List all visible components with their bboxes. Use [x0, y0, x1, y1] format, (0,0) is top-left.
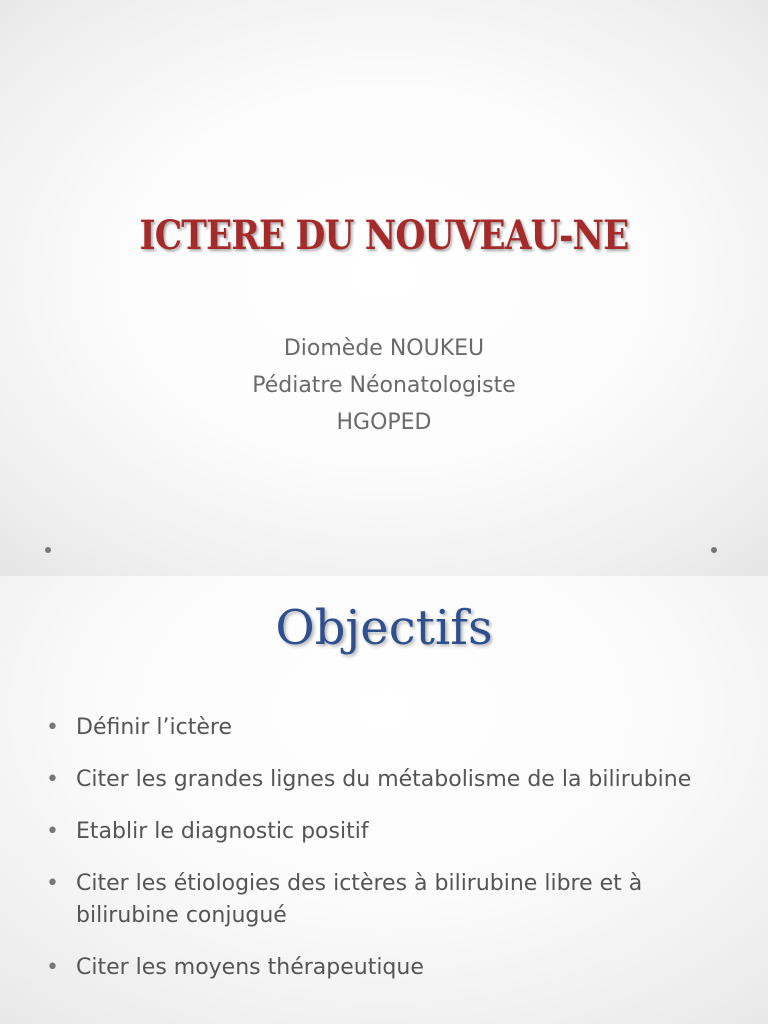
list-item [44, 764, 724, 796]
presenter-role: Pédiatre Néonatologiste [252, 373, 516, 398]
decorative-dot-right [711, 547, 717, 553]
objective-text: Citer les grandes lignes du métabolisme de la bilirubine [76, 767, 692, 792]
list-item [44, 868, 724, 932]
decorative-dot-left [45, 547, 51, 553]
objective-text: Etablir le diagnostic positif [76, 819, 369, 844]
presenter-info [0, 330, 768, 441]
presenter-institution: HGOPED [336, 410, 432, 435]
objective-text: Définir l’ictère [76, 715, 232, 740]
list-item [44, 712, 724, 744]
bullet-icon: • [46, 819, 59, 844]
bullet-icon: • [46, 871, 59, 896]
objective-text: Citer les moyens thérapeutique [76, 955, 424, 980]
bullet-icon: • [46, 955, 59, 980]
presenter-name: Diomède NOUKEU [283, 336, 485, 361]
bullet-icon: • [46, 767, 59, 792]
list-item [44, 816, 724, 848]
objectives-title: Objectifs [275, 600, 493, 656]
presentation-title: ICTERE DU NOUVEAU-NE [139, 212, 629, 259]
objective-text: Citer les étiologies des ictères à bilirubine libre et à bilirubine conjugué [76, 871, 643, 928]
objectives-list [44, 712, 724, 1004]
slide-objectives [0, 576, 768, 1024]
bullet-icon: • [46, 715, 59, 740]
list-item [44, 952, 724, 984]
